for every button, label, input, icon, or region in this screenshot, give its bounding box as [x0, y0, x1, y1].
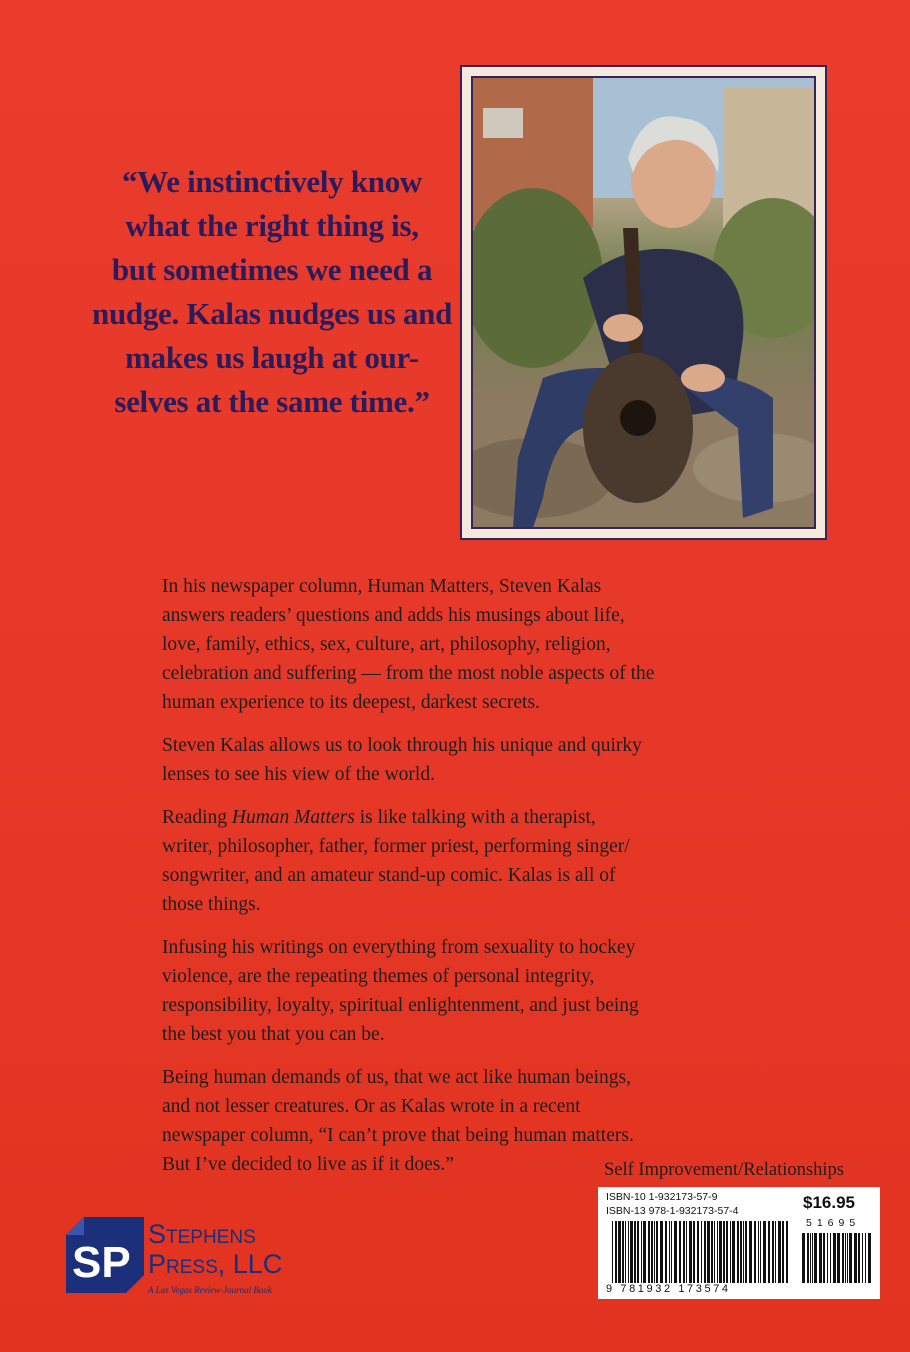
book-title-italic: Human Matters: [231, 807, 355, 828]
description-line: In his newspaper column, Human Matters, Steven Kalas: [162, 576, 602, 597]
sp-logo-icon: [66, 1215, 146, 1295]
isbn-barcode: [612, 1221, 790, 1283]
quote-line: selves at the same time.”: [114, 384, 430, 419]
description-line: and not lesser creatures. Or as Kalas wrote in a recent: [162, 1096, 581, 1117]
description-line: [162, 803, 862, 832]
description-line: violence, are the repeating themes of personal integrity,: [162, 966, 595, 987]
logo-letters: SP: [72, 1238, 131, 1287]
description-paragraph: [162, 731, 862, 789]
description-line: answers readers’ questions and adds his musings about life,: [162, 605, 625, 626]
description-line: songwriter, and an amateur stand-up comic. Kalas is all of: [162, 865, 616, 886]
description-line: Infusing his writings on everything from sexuality to hockey: [162, 937, 636, 958]
description-line: love, family, ethics, sex, culture, art, philosophy, religion,: [162, 634, 611, 655]
category-label: Self Improvement/Relationships: [604, 1160, 844, 1180]
description-line: those things.: [162, 894, 261, 915]
description-line: But I’ve decided to live as if it does.”: [162, 1154, 454, 1175]
description-line: the best you that you can be.: [162, 1024, 385, 1045]
isbn13-label: ISBN-13 978-1-932173-57-4: [606, 1205, 739, 1217]
quote-line: but sometimes we need a: [111, 252, 433, 287]
publisher-name-line1: Stephens: [148, 1219, 256, 1249]
quote-line: what the right thing is,: [125, 208, 419, 243]
publisher-logo: [66, 1215, 316, 1305]
quote-line: nudge. Kalas nudges us and: [92, 296, 453, 331]
description-line: responsibility, loyalty, spiritual enlightenment, and just being: [162, 995, 639, 1016]
price-barcode: [802, 1233, 872, 1283]
price-label: $16.95: [803, 1193, 855, 1212]
author-photo: [471, 76, 816, 529]
isbn10-label: ISBN-10 1-932173-57-9: [606, 1191, 718, 1203]
description-paragraph: [162, 572, 862, 717]
description-text: Reading: [162, 807, 232, 828]
quote-line: makes us laugh at our-: [125, 340, 419, 375]
price-code: 51695: [806, 1217, 861, 1229]
barcode-digits: 9 781932 173574: [606, 1283, 731, 1295]
description-line: human experience to its deepest, darkest secrets.: [162, 692, 540, 713]
publisher-name: [148, 1219, 282, 1279]
author-photo-frame: [460, 65, 827, 540]
endorsement-quote: [92, 160, 452, 424]
description-line: writer, philosopher, father, former priest, performing singer/: [162, 836, 630, 857]
description-paragraph: [162, 803, 862, 919]
description-line: celebration and suffering — from the most noble aspects of the: [162, 663, 655, 684]
description-line: Being human demands of us, that we act like human beings,: [162, 1067, 631, 1088]
quote-line: “We instinctively know: [122, 164, 422, 199]
description-paragraph: [162, 933, 862, 1049]
description-line: Steven Kalas allows us to look through his unique and quirky: [162, 735, 642, 756]
book-description: [162, 572, 862, 1193]
description-line: lenses to see his view of the world.: [162, 764, 435, 785]
barcode-box: [598, 1187, 880, 1299]
description-line: newspaper column, “I can’t prove that being human matters.: [162, 1125, 634, 1146]
description-text: is like talking with a therapist,: [354, 807, 596, 828]
publisher-tagline: A Las Vegas Review-Journal Book: [148, 1285, 272, 1295]
publisher-name-line2: Press, LLC: [148, 1249, 283, 1279]
